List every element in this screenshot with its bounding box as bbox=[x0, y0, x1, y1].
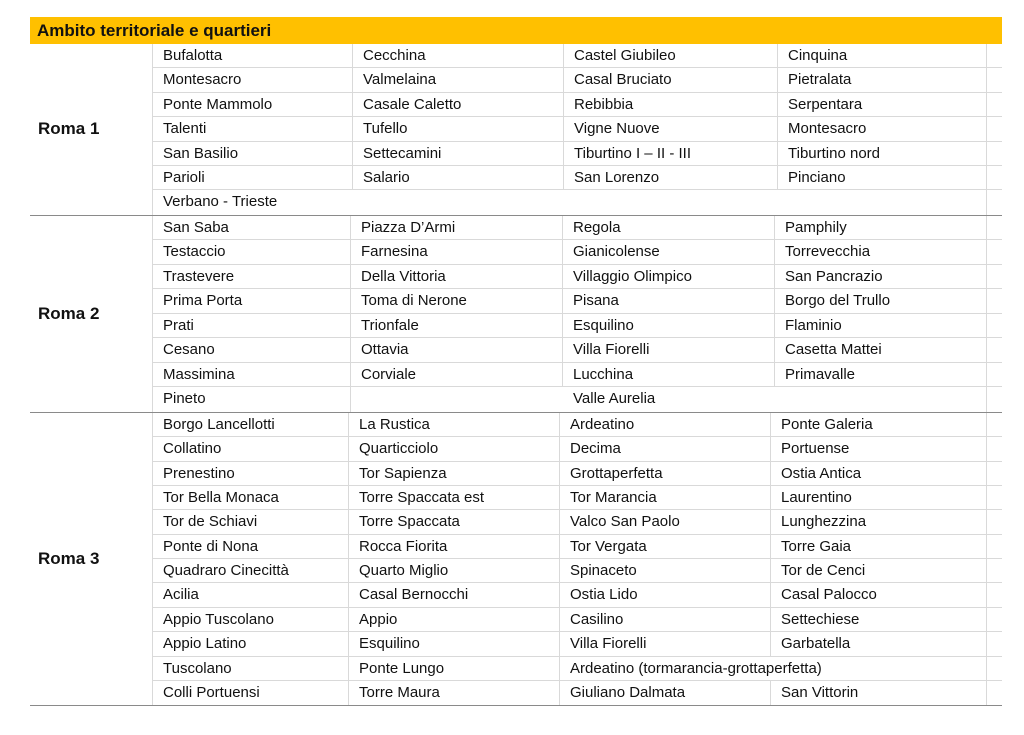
table-cell: Salario bbox=[353, 166, 564, 189]
table-row bbox=[152, 289, 1002, 314]
table-cell: Primavalle bbox=[775, 363, 987, 387]
table-row bbox=[152, 632, 1002, 656]
table-cell: Montesacro bbox=[778, 117, 987, 140]
table-cell: Prima Porta bbox=[153, 289, 351, 313]
table-cell: Massimina bbox=[153, 363, 351, 387]
region-rows bbox=[152, 216, 1002, 412]
table-cell: Casal Bernocchi bbox=[349, 583, 560, 606]
table-cell: Grottaperfetta bbox=[560, 462, 771, 485]
table-cell: Rocca Fiorita bbox=[349, 535, 560, 558]
table-cell: Montesacro bbox=[153, 68, 353, 91]
table-cell: Tiburtino I – II - III bbox=[564, 142, 778, 165]
table-cell: Tor Vergata bbox=[560, 535, 771, 558]
table-cell: Casale Caletto bbox=[353, 93, 564, 116]
table-cell: Portuense bbox=[771, 437, 987, 460]
table-cell: Villa Fiorelli bbox=[560, 632, 771, 655]
table-cell: Flaminio bbox=[775, 314, 987, 338]
table-cell: Acilia bbox=[153, 583, 349, 606]
table-cell: Ponte Galeria bbox=[771, 413, 987, 436]
region-label: Roma 3 bbox=[38, 549, 100, 569]
table-cell: Torre Spaccata bbox=[349, 510, 560, 533]
table-row bbox=[152, 93, 1002, 117]
table-cell: Prenestino bbox=[153, 462, 349, 485]
table-row bbox=[152, 462, 1002, 486]
table-cell: Ostia Antica bbox=[771, 462, 987, 485]
table-row bbox=[152, 265, 1002, 290]
table-cell: Gianicolense bbox=[563, 240, 775, 264]
table-cell: Vigne Nuove bbox=[564, 117, 778, 140]
table-row bbox=[152, 363, 1002, 388]
table-cell: San Lorenzo bbox=[564, 166, 778, 189]
table-cell: Testaccio bbox=[153, 240, 351, 264]
table-cell: Quarticciolo bbox=[349, 437, 560, 460]
table-cell: San Basilio bbox=[153, 142, 353, 165]
table-row bbox=[152, 437, 1002, 461]
table-cell: Rebibbia bbox=[564, 93, 778, 116]
table-row bbox=[152, 657, 1002, 681]
table-cell: La Rustica bbox=[349, 413, 560, 436]
table-cell: Ardeatino (tormarancia-grottaperfetta) bbox=[560, 657, 987, 680]
table-cell: Farnesina bbox=[351, 240, 563, 264]
table-cell: Casal Bruciato bbox=[564, 68, 778, 91]
table-cell: Lucchina bbox=[563, 363, 775, 387]
region-group bbox=[30, 413, 1002, 707]
table-cell: San Vittorin bbox=[771, 681, 987, 705]
table-row bbox=[152, 240, 1002, 265]
table-cell: Della Vittoria bbox=[351, 265, 563, 289]
table-row bbox=[152, 413, 1002, 437]
table-cell: Decima bbox=[560, 437, 771, 460]
table-row bbox=[152, 583, 1002, 607]
table-cell: Pietralata bbox=[778, 68, 987, 91]
table-cell: Villaggio Olimpico bbox=[563, 265, 775, 289]
table-cell: Tuscolano bbox=[153, 657, 349, 680]
region-rows bbox=[152, 413, 1002, 706]
table-cell: Esquilino bbox=[563, 314, 775, 338]
table-row bbox=[152, 387, 1002, 412]
table-cell: Parioli bbox=[153, 166, 353, 189]
table-cell: Pamphily bbox=[775, 216, 987, 240]
table-title: Ambito territoriale e quartieri bbox=[30, 17, 1002, 44]
table-cell: Tufello bbox=[353, 117, 564, 140]
table-row bbox=[152, 510, 1002, 534]
table-cell: Borgo Lancellotti bbox=[153, 413, 349, 436]
table-cell: Quarto Miglio bbox=[349, 559, 560, 582]
table-cell: Torre Spaccata est bbox=[349, 486, 560, 509]
table-cell: Tiburtino nord bbox=[778, 142, 987, 165]
table-row bbox=[152, 190, 1002, 214]
table-cell: Casal Palocco bbox=[771, 583, 987, 606]
region-group bbox=[30, 216, 1002, 413]
table-cell: Castel Giubileo bbox=[564, 44, 778, 67]
table-cell: Ottavia bbox=[351, 338, 563, 362]
table-cell: Tor Sapienza bbox=[349, 462, 560, 485]
table-cell: Ardeatino bbox=[560, 413, 771, 436]
table-row bbox=[152, 44, 1002, 68]
table-cell: Casilino bbox=[560, 608, 771, 631]
document bbox=[30, 17, 1002, 706]
table-row bbox=[152, 68, 1002, 92]
table-cell: Toma di Nerone bbox=[351, 289, 563, 313]
table-cell: Lunghezzina bbox=[771, 510, 987, 533]
table-cell: Bufalotta bbox=[153, 44, 353, 67]
table-cell: Ostia Lido bbox=[560, 583, 771, 606]
table-cell bbox=[351, 387, 563, 412]
table-cell: Ponte Mammolo bbox=[153, 93, 353, 116]
table-cell: Cesano bbox=[153, 338, 351, 362]
table-cell: Colli Portuensi bbox=[153, 681, 349, 705]
region-rows bbox=[152, 44, 1002, 215]
table-cell: Valle Aurelia bbox=[563, 387, 987, 412]
table-cell: Prati bbox=[153, 314, 351, 338]
table-cell: Tor de Cenci bbox=[771, 559, 987, 582]
table-cell: Tor Bella Monaca bbox=[153, 486, 349, 509]
table-row bbox=[152, 608, 1002, 632]
table-row bbox=[152, 142, 1002, 166]
neighborhood-table bbox=[30, 44, 1002, 706]
table-cell: Corviale bbox=[351, 363, 563, 387]
table-cell: Laurentino bbox=[771, 486, 987, 509]
table-cell: Talenti bbox=[153, 117, 353, 140]
region-label: Roma 1 bbox=[38, 119, 100, 139]
table-cell: Regola bbox=[563, 216, 775, 240]
table-cell: Casetta Mattei bbox=[775, 338, 987, 362]
table-row bbox=[152, 486, 1002, 510]
table-cell: Valmelaina bbox=[353, 68, 564, 91]
table-row bbox=[152, 117, 1002, 141]
table-cell: Borgo del Trullo bbox=[775, 289, 987, 313]
table-cell: Settecamini bbox=[353, 142, 564, 165]
table-cell: Cecchina bbox=[353, 44, 564, 67]
region-label: Roma 2 bbox=[38, 303, 100, 323]
table-row bbox=[152, 559, 1002, 583]
table-cell: Verbano - Trieste bbox=[153, 190, 987, 214]
table-cell: Valco San Paolo bbox=[560, 510, 771, 533]
table-cell: Tor Marancia bbox=[560, 486, 771, 509]
table-row bbox=[152, 338, 1002, 363]
table-cell: Tor de Schiavi bbox=[153, 510, 349, 533]
table-cell: San Pancrazio bbox=[775, 265, 987, 289]
table-cell: Pineto bbox=[153, 387, 351, 412]
table-cell: Quadraro Cinecittà bbox=[153, 559, 349, 582]
table-cell: Ponte di Nona bbox=[153, 535, 349, 558]
table-cell: Collatino bbox=[153, 437, 349, 460]
table-cell: Esquilino bbox=[349, 632, 560, 655]
region-group bbox=[30, 44, 1002, 216]
table-cell: Giuliano Dalmata bbox=[560, 681, 771, 705]
table-cell: Torre Gaia bbox=[771, 535, 987, 558]
table-cell: Serpentara bbox=[778, 93, 987, 116]
table-cell: Torrevecchia bbox=[775, 240, 987, 264]
table-row bbox=[152, 314, 1002, 339]
table-cell: Spinaceto bbox=[560, 559, 771, 582]
table-cell: Appio Tuscolano bbox=[153, 608, 349, 631]
table-row bbox=[152, 535, 1002, 559]
table-cell: Torre Maura bbox=[349, 681, 560, 705]
table-cell: Trastevere bbox=[153, 265, 351, 289]
table-row bbox=[152, 216, 1002, 241]
table-cell: Garbatella bbox=[771, 632, 987, 655]
table-cell: Ponte Lungo bbox=[349, 657, 560, 680]
table-row bbox=[152, 681, 1002, 705]
table-cell: Appio Latino bbox=[153, 632, 349, 655]
table-cell: Piazza D’Armi bbox=[351, 216, 563, 240]
table-cell: Settechiese bbox=[771, 608, 987, 631]
table-cell: Trionfale bbox=[351, 314, 563, 338]
table-cell: Pinciano bbox=[778, 166, 987, 189]
table-cell: Villa Fiorelli bbox=[563, 338, 775, 362]
table-cell: Appio bbox=[349, 608, 560, 631]
table-cell: San Saba bbox=[153, 216, 351, 240]
table-row bbox=[152, 166, 1002, 190]
table-cell: Pisana bbox=[563, 289, 775, 313]
table-cell: Cinquina bbox=[778, 44, 987, 67]
